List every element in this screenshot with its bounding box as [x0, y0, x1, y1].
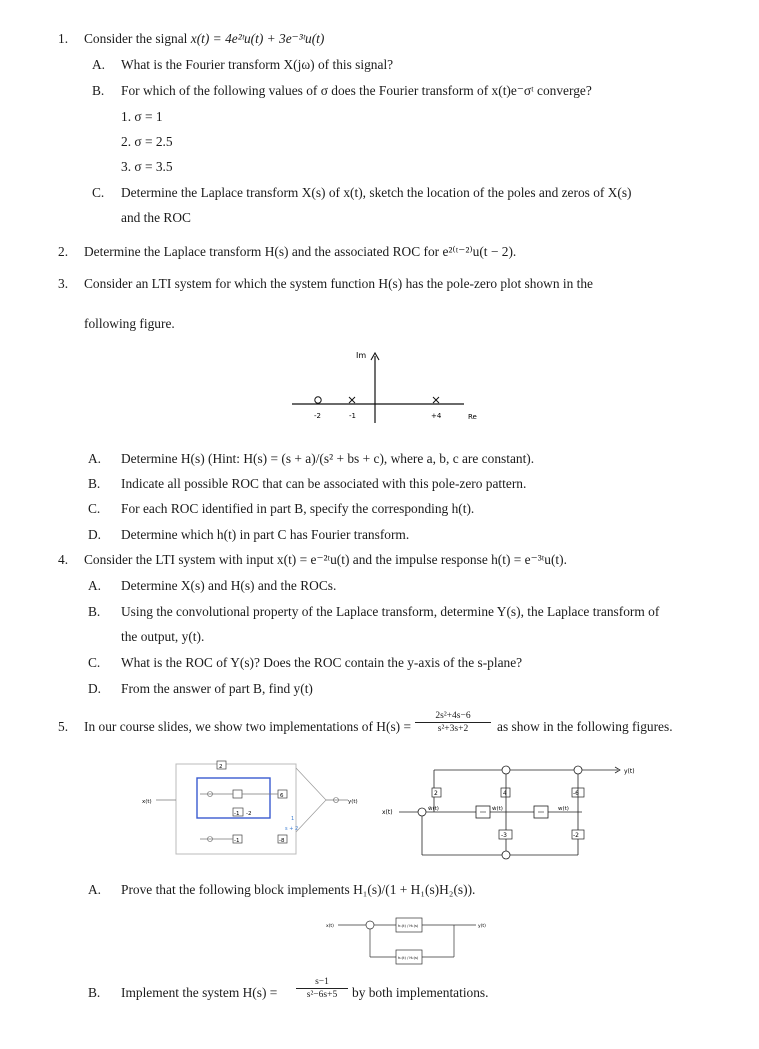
- q5-b-fraction: [296, 976, 348, 1001]
- gain-box: [233, 790, 242, 798]
- q1-a-label: A.: [92, 57, 106, 72]
- q2-text: Determine the Laplace transform H(s) and the associated ROC for e²⁽ᵗ⁻²⁾u(t − 2).: [84, 244, 517, 259]
- q4-b-text-line1: Using the convolutional property of the Laplace transform, determine Y(s), the Laplace transform of: [121, 604, 660, 619]
- q4-text: Consider the LTI system with input x(t) = e⁻²ᵗu(t) and the impulse response h(t) = e⁻³ᵗu(t).: [84, 552, 567, 567]
- q1-number: 1.: [58, 31, 69, 46]
- sum-junction: [502, 851, 510, 859]
- pole-marker: [349, 397, 355, 403]
- q1-b-text: For which of the following values of σ does the Fourier transform of x(t)e⁻σᵗ converge?: [121, 83, 592, 98]
- q1-c-text-line2: and the ROC: [121, 210, 191, 225]
- svg-text:-2: -2: [246, 811, 252, 817]
- svg-text:-3: -3: [501, 832, 507, 839]
- q3-c-text: For each ROC identified in part B, specify the corresponding h(t).: [121, 501, 475, 516]
- sum-junction: [502, 766, 510, 774]
- q1-stem-text: Consider the signal: [84, 31, 191, 46]
- pole-marker: [433, 397, 439, 403]
- forward-block-label: h₁(t) / H₁(s): [398, 924, 419, 928]
- sum-junction: [574, 766, 582, 774]
- q1-stem: [84, 31, 324, 47]
- q4-b-text-line2: the output, y(t).: [121, 629, 205, 644]
- q5-number: 5.: [58, 719, 69, 734]
- q4-d-text: From the answer of part B, find y(t): [121, 681, 313, 696]
- q3-b-label: B.: [88, 476, 101, 491]
- output-label: y(t): [348, 799, 358, 805]
- q3-c-label: C.: [88, 501, 101, 516]
- svg-text:-1: -1: [234, 838, 240, 844]
- q5-a-label: A.: [88, 882, 102, 897]
- svg-text:6: 6: [280, 793, 284, 799]
- q5-b-text-post: by both implementations.: [352, 985, 489, 1000]
- q3-line1: Consider an LTI system for which the system function H(s) has the pole-zero plot shown in the: [84, 276, 593, 291]
- feedback-block-diagram: [326, 908, 526, 972]
- q4-c-label: C.: [88, 655, 101, 670]
- q5-b-label: B.: [88, 985, 101, 1000]
- svg-text:-6: -6: [573, 790, 579, 797]
- svg-text:4: 4: [503, 790, 507, 797]
- right-block-diagram: [382, 760, 672, 865]
- in-label: x(t): [326, 924, 334, 929]
- q1-b-label: B.: [92, 83, 105, 98]
- q5-b-frac-denominator: s²−6s+5: [306, 990, 338, 1000]
- q4-c-text: What is the ROC of Y(s)? Does the ROC contain the y-axis of the s-plane?: [121, 655, 523, 670]
- zero-marker: [315, 397, 321, 403]
- tf-numerator: 1: [291, 816, 295, 822]
- q5-frac-numerator: 2s²+4s−6: [415, 710, 491, 723]
- q5-text: In our course slides, we show two implementations of H(s) =: [84, 719, 412, 734]
- q1-sigma-item: 3. σ = 3.5: [121, 159, 173, 174]
- re-label: Re: [468, 413, 477, 421]
- q4-a-label: A.: [88, 578, 102, 593]
- q3-number: 3.: [58, 276, 69, 291]
- tick-label: -2: [314, 412, 321, 420]
- signal-label: ẅ(t): [428, 806, 439, 812]
- svg-text:2: 2: [219, 764, 223, 770]
- sum-junction: [418, 808, 426, 816]
- q3-d-label: D.: [88, 527, 102, 542]
- q5-b-frac-numerator: s−1: [296, 976, 348, 989]
- q3-line2: following figure.: [84, 316, 175, 331]
- q5-frac-denominator: s²+3s+2: [437, 724, 469, 734]
- q5-b-text: Implement the system H(s) =: [121, 985, 278, 1000]
- pole-zero-plot: [288, 343, 498, 428]
- signal-label: ẇ(t): [492, 806, 503, 812]
- q3-a-text: Determine H(s) (Hint: H(s) = (s + a)/(s² + bs + c), where a, b, c are constant).: [121, 451, 535, 466]
- q1-signal-equation: x(t) = 4e²ᵗu(t) + 3e⁻³ᵗu(t): [190, 31, 325, 46]
- out-label: y(t): [478, 924, 486, 929]
- q1-sigma-item: 2. σ = 2.5: [121, 134, 173, 149]
- q3-a-label: A.: [88, 451, 102, 466]
- q4-d-label: D.: [88, 681, 102, 696]
- q1-c-label: C.: [92, 185, 105, 200]
- svg-text:-8: -8: [279, 838, 285, 844]
- svg-text:-2: -2: [573, 832, 579, 839]
- q4-number: 4.: [58, 552, 69, 567]
- svg-text:-1: -1: [234, 811, 240, 817]
- q2-number: 2.: [58, 244, 69, 259]
- im-label: Im: [356, 351, 367, 360]
- q1-a-text: What is the Fourier transform X(jω) of this signal?: [121, 57, 394, 72]
- left-block-diagram: [140, 760, 370, 860]
- q4-b-label: B.: [88, 604, 101, 619]
- signal-label: w(t): [558, 806, 569, 812]
- svg-text:2: 2: [434, 790, 438, 797]
- tf-denominator: s + 2: [285, 826, 299, 832]
- feedback-block-label: h₂(t) / H₂(s): [398, 956, 419, 960]
- q3-d-text: Determine which h(t) in part C has Fourier transform.: [121, 527, 410, 542]
- tick-label: -1: [349, 412, 356, 420]
- q3-b-text: Indicate all possible ROC that can be associated with this pole-zero pattern.: [121, 476, 527, 491]
- q1-sigma-item: 1. σ = 1: [121, 109, 163, 124]
- q5-text-post: as show in the following figures.: [497, 719, 673, 734]
- q5-a-text: Prove that the following block implements H₁(s)/(1 + H₁(s)H₂(s)).: [121, 882, 476, 897]
- q1-c-text-line1: Determine the Laplace transform X(s) of x(t), sketch the location of the poles and zeros of X(s): [121, 185, 632, 200]
- input-label: x(t): [142, 799, 152, 805]
- output-label: y(t): [624, 768, 635, 775]
- q4-a-text: Determine X(s) and H(s) and the ROCs.: [121, 578, 337, 593]
- tick-label: +4: [431, 412, 442, 420]
- q5-fraction: [415, 710, 491, 735]
- sum-junction: [366, 921, 374, 929]
- input-label: x(t): [382, 809, 393, 816]
